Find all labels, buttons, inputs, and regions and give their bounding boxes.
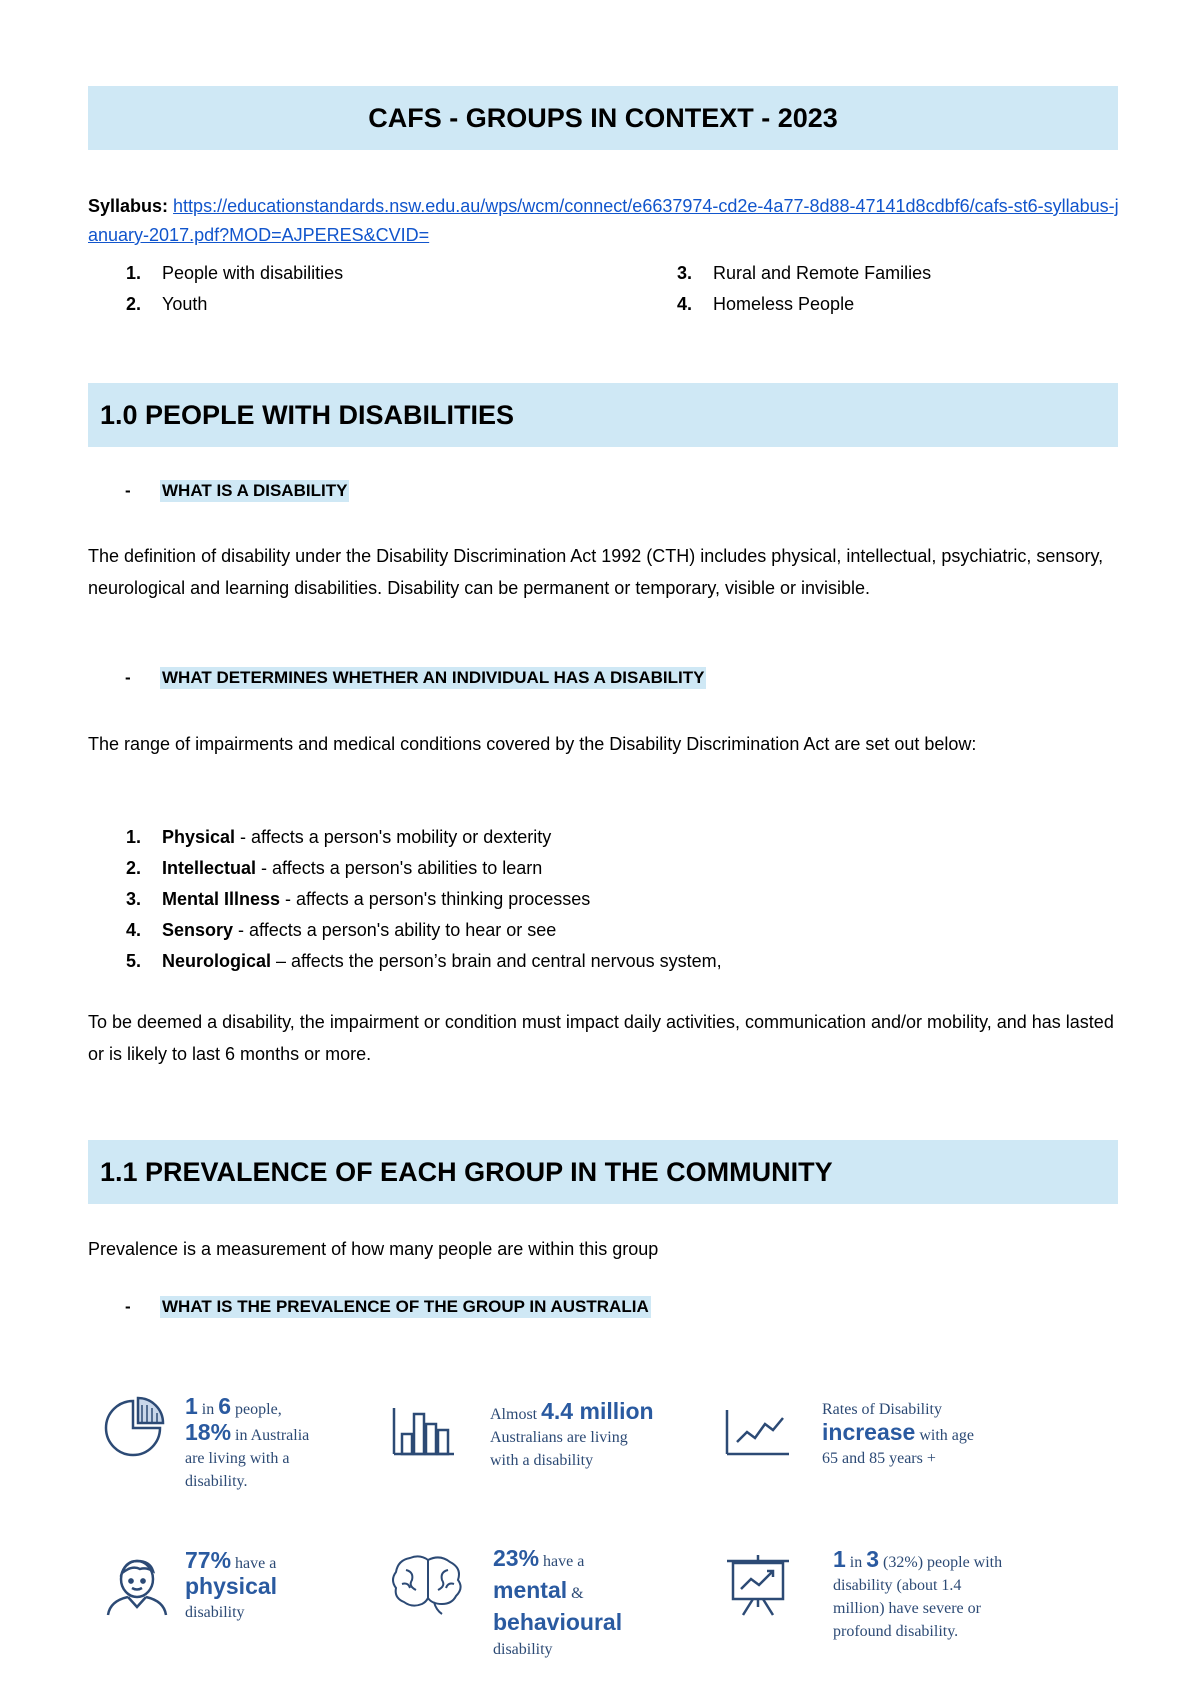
group-list-left [126,258,343,320]
trend-line-icon [725,1410,791,1456]
section-heading-prevalence: 1.1 PREVALENCE OF EACH GROUP IN THE COMMUNITY [88,1140,1118,1204]
subheading-what-is-disability: - WHAT IS A DISABILITY [125,481,348,500]
paragraph-deemed: To be deemed a disability, the impairment or condition must impact daily activities, communication and/or mobility, and has lasted or is likely to last 6 months or more. [88,1012,1114,1064]
stat-physical: 77% have a physical disability [185,1547,278,1621]
brain-icon [390,1552,466,1616]
bar-chart-icon [392,1408,456,1456]
list-item: 3. Mental Illness - affects a person's thinking processes [126,889,591,909]
paragraph-prevalence: Prevalence is a measurement of how many people are within this group [88,1239,659,1259]
list-item: 2. Intellectual - affects a person's abilities to learn [126,858,543,878]
document-title: CAFS - GROUPS IN CONTEXT - 2023 [88,86,1118,150]
stat-rates-increase: Rates of Disability increase with age 65 and 85 years + [822,1401,975,1467]
subheading-prevalence-australia: - WHAT IS THE PREVALENCE OF THE GROUP IN AUSTRALIA [125,1297,649,1316]
group-item: 3. Rural and Remote Families [677,263,932,283]
pie-chart-icon [100,1395,166,1461]
list-item: 5. Neurological – affects the person’s brain and central nervous system, [126,951,722,971]
presentation-board-icon [725,1555,791,1617]
syllabus-label: Syllabus: [88,196,169,216]
section-heading-disabilities: 1.0 PEOPLE WITH DISABILITIES [88,383,1118,447]
list-item: 4. Sensory - affects a person's ability to hear or see [126,920,557,940]
syllabus-line [88,192,1128,250]
paragraph-definition: The definition of disability under the Disability Discrimination Act 1992 (CTH) includes physical, intellectual, psychiatric, sensory, neurological and learning disabilities. Disability can be permanent or temporary, visible or invisible. [88,546,1104,598]
person-icon [104,1555,170,1617]
stat-four-million: Almost 4.4 million Australians are living with a disability [490,1398,654,1469]
group-item: 4. Homeless People [677,294,855,314]
paragraph-range: The range of impairments and medical conditions covered by the Disability Discrimination Act are set out below: [88,734,977,754]
disability-types-list [126,822,722,977]
stat-one-in-three: 1 in 3 (32%) people with disability (about 1.4 million) have severe or profound disability. [833,1546,1003,1640]
subheading-what-determines: - WHAT DETERMINES WHETHER AN INDIVIDUAL HAS A DISABILITY [125,668,705,687]
list-item: 1. Physical - affects a person's mobility or dexterity [126,827,552,847]
group-list-right [677,258,931,320]
syllabus-link[interactable]: https://educationstandards.nsw.edu.au/wps/wcm/connect/e6637974-cd2e-4a77-8d88-47141d8cdbf6/cafs-st6-syllabus-january-2017.pdf?MOD=AJPERES&CVID= [88,196,1119,245]
stat-mental-behavioural: 23% have a mental & behavioural disability [493,1545,623,1658]
stat-one-in-six: 1 in 6 people, 18% in Australia are living with a disability. [185,1393,310,1490]
group-item: 1. People with disabilities [126,263,344,283]
group-item: 2. Youth [126,294,208,314]
